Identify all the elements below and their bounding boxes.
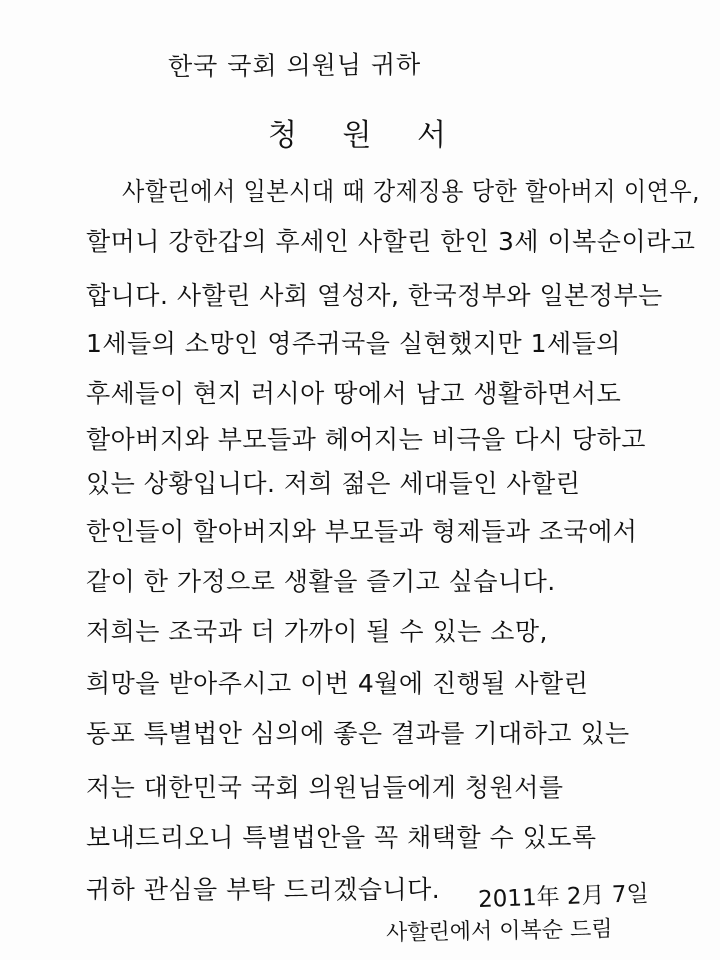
letter-date: 2011年 2月 7일 [477, 881, 650, 913]
signature: 사할린에서 이복순 드림 [385, 917, 613, 946]
body-line-2: 할머니 강한갑의 후세인 사할린 한인 3세 이복순이라고 [86, 227, 696, 256]
document-title: 청 원 서 [268, 118, 465, 153]
body-line-8: 한인들이 할아버지와 부모들과 형제들과 조국에서 [86, 517, 638, 546]
body-line-13: 저는 대한민국 국회 의원님들에게 청원서를 [86, 773, 564, 802]
body-line-1: 사할린에서 일본시대 때 강제징용 당한 할아버지 이연우, [122, 177, 700, 206]
salutation: 한국 국회 의원님 귀하 [167, 49, 422, 82]
body-line-4: 1세들의 소망인 영주귀국을 실현했지만 1세들의 [86, 329, 621, 358]
body-line-3: 합니다. 사할린 사회 열성자, 한국정부와 일본정부는 [86, 281, 663, 310]
body-line-11: 희망을 받아주시고 이번 4월에 진행될 사할린 [86, 669, 589, 698]
body-line-12: 동포 특별법안 심의에 좋은 결과를 기대하고 있는 [86, 719, 630, 748]
body-line-14: 보내드리오니 특별법안을 꼭 채택할 수 있도록 [86, 823, 597, 852]
body-line-6: 할아버지와 부모들과 헤어지는 비극을 다시 당하고 [86, 425, 646, 454]
body-line-10: 저희는 조국과 더 가까이 될 수 있는 소망, [86, 617, 548, 646]
body-line-15: 귀하 관심을 부탁 드리겠습니다. [86, 875, 441, 904]
body-line-9: 같이 한 가정으로 생활을 즐기고 싶습니다. [86, 567, 556, 596]
body-line-7: 있는 상황입니다. 저희 젊은 세대들인 사할린 [86, 469, 581, 498]
body-line-5: 후세들이 현지 러시아 땅에서 남고 생활하면서도 [86, 379, 622, 408]
